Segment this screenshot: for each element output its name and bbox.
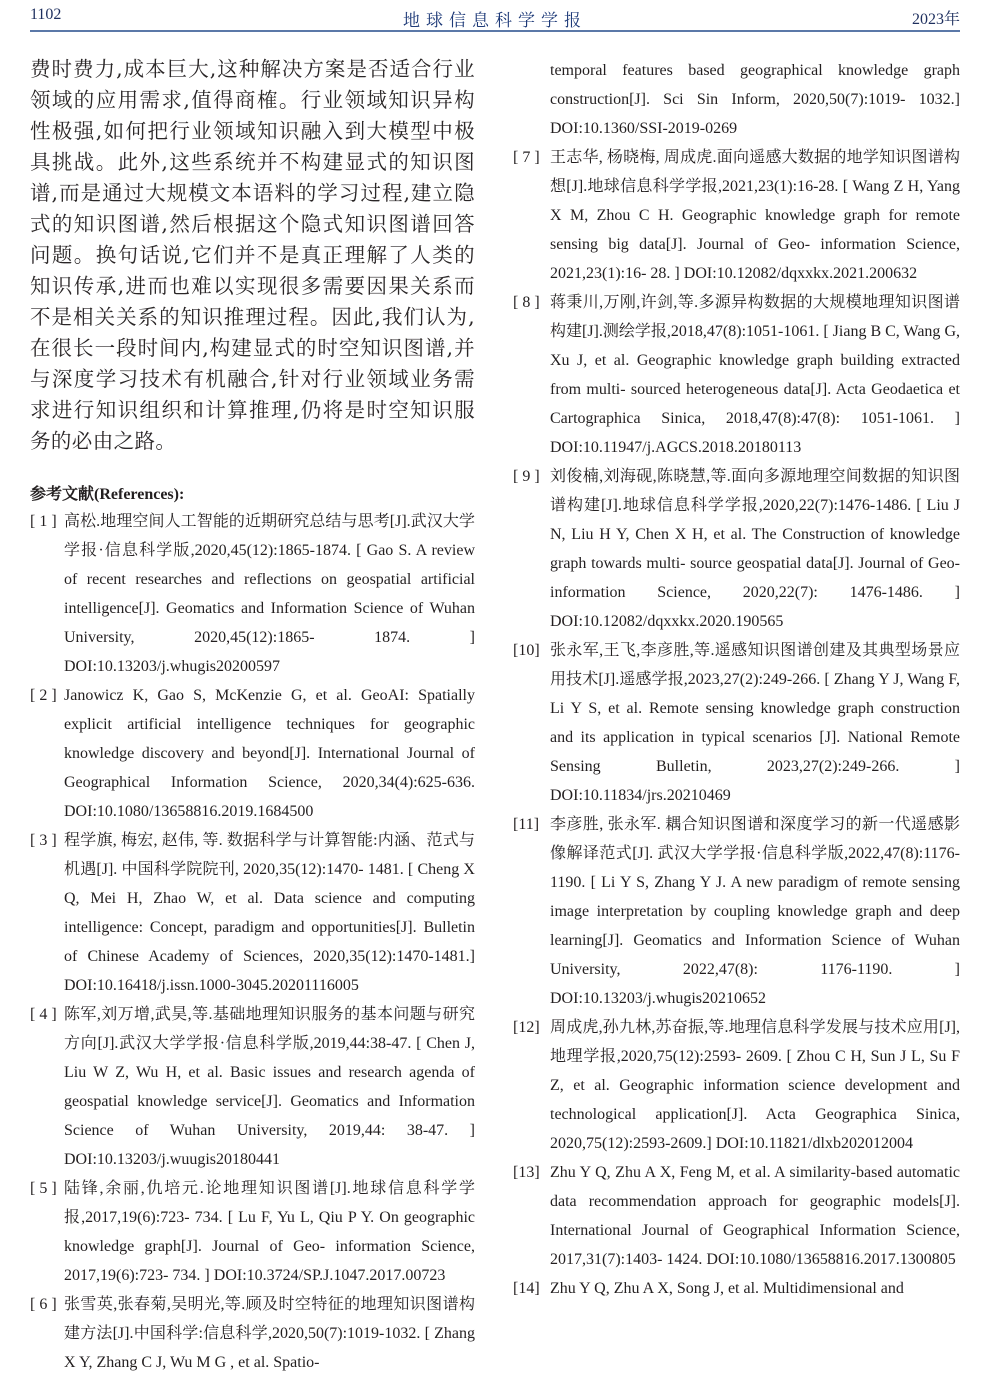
reference-item-continuation [513, 56, 960, 143]
reference-text: 王志华, 杨晓梅, 周成虎.面向遥感大数据的地学知识图谱构想[J].地球信息科学学报,2021,23(1):16-28. [ Wang Z H, Yang X M, Zhou C H. Geographic knowledge graph for remote sensing big data[J]. Journal of Geo- information Science, 2021,23(1):16- 28. ] DOI:10.12082/dqxxkx.2021.200632 [550, 149, 960, 282]
reference-number: [ 9 ] [513, 468, 540, 485]
reference-item [513, 810, 960, 1013]
left-column [30, 54, 475, 1377]
reference-number: [ 8 ] [513, 294, 540, 311]
reference-item [513, 636, 960, 810]
reference-number: [ 1 ] [30, 513, 57, 530]
reference-text: 张雪英,张春菊,吴明光,等.顾及时空特征的地理知识图谱构建方法[J].中国科学:信息科学,2020,50(7):1019-1032. [ Zhang X Y, Zhang C J, Wu M G , et al. Spatio- [64, 1296, 475, 1371]
reference-text: 高松.地理空间人工智能的近期研究总结与思考[J].武汉大学学报·信息科学版,2020,45(12):1865-1874. [ Gao S. A review of recent researches and reflections on geospatial artificial intelligence[J]. Geomatics and Information Science of Wuhan University, 2020,45(12):1865- 1874. ] DOI:10.13203/j.whugis20200597 [64, 513, 475, 675]
reference-text: Janowicz K, Gao S, McKenzie G, et al. GeoAI: Spatially explicit artificial intelligence techniques for geographic knowledge discovery and beyond[J]. International Journal of Geographical Information Science, 2020,34(4):625-636. DOI:10.1080/13658816.2019.1684500 [64, 687, 475, 820]
reference-item [513, 288, 960, 462]
reference-item [513, 1274, 960, 1303]
reference-text: 周成虎,孙九林,苏奋振,等.地理信息科学发展与技术应用[J],地理学报,2020,75(12):2593- 2609. [ Zhou C H, Sun J L, Su F Z, et al. Geographic information science development and technological application[J]. Acta Geographica Sinica, 2020,75(12):2593-2609.] DOI:10.11821/dlxb202012004 [550, 1019, 960, 1152]
reference-item [513, 1013, 960, 1158]
reference-item [30, 681, 475, 826]
reference-number: [10] [513, 642, 540, 659]
reference-number: [ 7 ] [513, 149, 540, 166]
reference-text: 程学旗, 梅宏, 赵伟, 等. 数据科学与计算智能:内涵、范式与机遇[J]. 中国科学院院刊, 2020,35(12):1470- 1481. [ Cheng X Q, Mei H, Zhao W, et al. Data science and computing intelligence: Concept, paradigm and opportunities[J]. Bulletin of Chinese Academy of Sciences, 2020,35(12):1470-1481.] DOI:10.16418/j.issn.1000-3045.20201116005 [64, 832, 475, 994]
reference-list-left [30, 507, 475, 1377]
reference-item [513, 1158, 960, 1274]
reference-item [513, 462, 960, 636]
reference-number: [13] [513, 1164, 540, 1181]
reference-text: 张永军,王飞,李彦胜,等.遥感知识图谱创建及其典型场景应用技术[J].遥感学报,2023,27(2):249-266. [ Zhang Y J, Wang F, Li Y S, et al. Remote sensing knowledge graph construction and its application in typical scenarios [J]. National Remote Sensing Bulletin, 2023,27(2):249-266. ] DOI:10.11834/jrs.20210469 [550, 642, 960, 804]
reference-text: 陆锋,余丽,仇培元.论地理知识图谱[J].地球信息科学学报,2017,19(6):723- 734. [ Lu F, Yu L, Qiu P Y. On geographic knowledge graph[J]. Journal of Geo- information Science, 2017,19(6):723- 734. ] DOI:10.3724/SP.J.1047.2017.00723 [64, 1180, 475, 1284]
reference-text: Zhu Y Q, Zhu A X, Song J, et al. Multidimensional and [550, 1280, 904, 1297]
reference-number: [ 6 ] [30, 1296, 57, 1313]
reference-text: Zhu Y Q, Zhu A X, Feng M, et al. A similarity-based automatic data recommendation approach for geographic models[J]. International Journal of Geographical Information Science, 2017,31(7):1403- 1424. DOI:10.1080/13658816.2017.1300805 [550, 1164, 960, 1268]
body-paragraph: 费时费力,成本巨大,这种解决方案是否适合行业领域的应用需求,值得商榷。行业领域知识异构性极强,如何把行业领域知识融入到大模型中极具挑战。此外,这些系统并不构建显式的知识图谱,而是通过大规模文本语料的学习过程,建立隐式的知识图谱,然后根据这个隐式知识图谱回答问题。换句话说,它们并不是真正理解了人类的知识传承,进而也难以实现很多需要因果关系而不是相关关系的知识推理过程。因此,我们认为,在很长一段时间内,构建显式的时空知识图谱,并与深度学习技术有机融合,针对行业领域业务需求进行知识组织和计算推理,仍将是时空知识服务的必由之路。 [30, 57, 475, 453]
reference-number: [ 3 ] [30, 832, 57, 849]
publication-year: 2023年 [911, 11, 960, 28]
reference-item [30, 507, 475, 681]
reference-number: [11] [513, 816, 540, 833]
reference-item [513, 143, 960, 288]
reference-number: [12] [513, 1019, 540, 1036]
reference-text: 陈军,刘万增,武昊,等.基础地理知识服务的基本问题与研究方向[J].武汉大学学报·信息科学版,2019,44:38-47. [ Chen J, Liu W Z, Wu H, et al. Basic issues and research agenda of geospatial knowledge service[J]. Geomatics and Information Science of Wuhan University, 2019,44: 38-47. ] DOI:10.13203/j.wuugis20180441 [64, 1006, 475, 1168]
reference-item [30, 1174, 475, 1290]
reference-item [30, 1000, 475, 1174]
reference-item [30, 826, 475, 1000]
reference-number: [ 5 ] [30, 1180, 57, 1197]
reference-number: [ 4 ] [30, 1006, 57, 1023]
reference-text: 蒋秉川,万刚,许剑,等.多源异构数据的大规模地理知识图谱构建[J].测绘学报,2018,47(8):1051-1061. [ Jiang B C, Wang G, Xu J, et al. Geographic knowledge graph building extracted from multi- sourced heterogeneous data[J]. Acta Geodaetica et Cartographica Sinica, 2018,47(8):47(8): 1051-1061. ] DOI:10.11947/j.AGCS.2018.20180113 [550, 294, 960, 456]
right-column [513, 56, 960, 1303]
reference-text: 李彦胜, 张永军. 耦合知识图谱和深度学习的新一代遥感影像解译范式[J]. 武汉大学学报·信息科学版,2022,47(8):1176-1190. [ Li Y S, Zhang Y J. A new paradigm of remote sensing image interpretation by coupling knowledge graph and deep learning[J]. Geomatics and Information Science of Wuhan University, 2022,47(8): 1176-1190. ] DOI:10.13203/j.whugis20210652 [550, 816, 960, 1007]
reference-number: [14] [513, 1280, 540, 1297]
reference-text: temporal features based geographical knowledge graph construction[J]. Sci Sin Inform, 2020,50(7):1019- 1032.] DOI:10.1360/SSI-2019-0269 [550, 62, 960, 137]
references-heading: 参考文献(References): [30, 486, 185, 503]
reference-list-right [513, 56, 960, 1303]
reference-number: [ 2 ] [30, 687, 57, 704]
page-number: 1102 [30, 6, 62, 23]
journal-title: 地球信息科学学报 [403, 11, 587, 30]
running-header [30, 4, 960, 32]
reference-item [30, 1290, 475, 1377]
reference-text: 刘俊楠,刘海砚,陈晓慧,等.面向多源地理空间数据的知识图谱构建[J].地球信息科学学报,2020,22(7):1476-1486. [ Liu J N, Liu H Y, Chen X H, et al. The Construction of knowledge graph towards multi- source geospatial data[J]. Journal of Geo- information Science, 2020,22(7): 1476-1486. ] DOI:10.12082/dqxxkx.2020.190565 [550, 468, 960, 630]
